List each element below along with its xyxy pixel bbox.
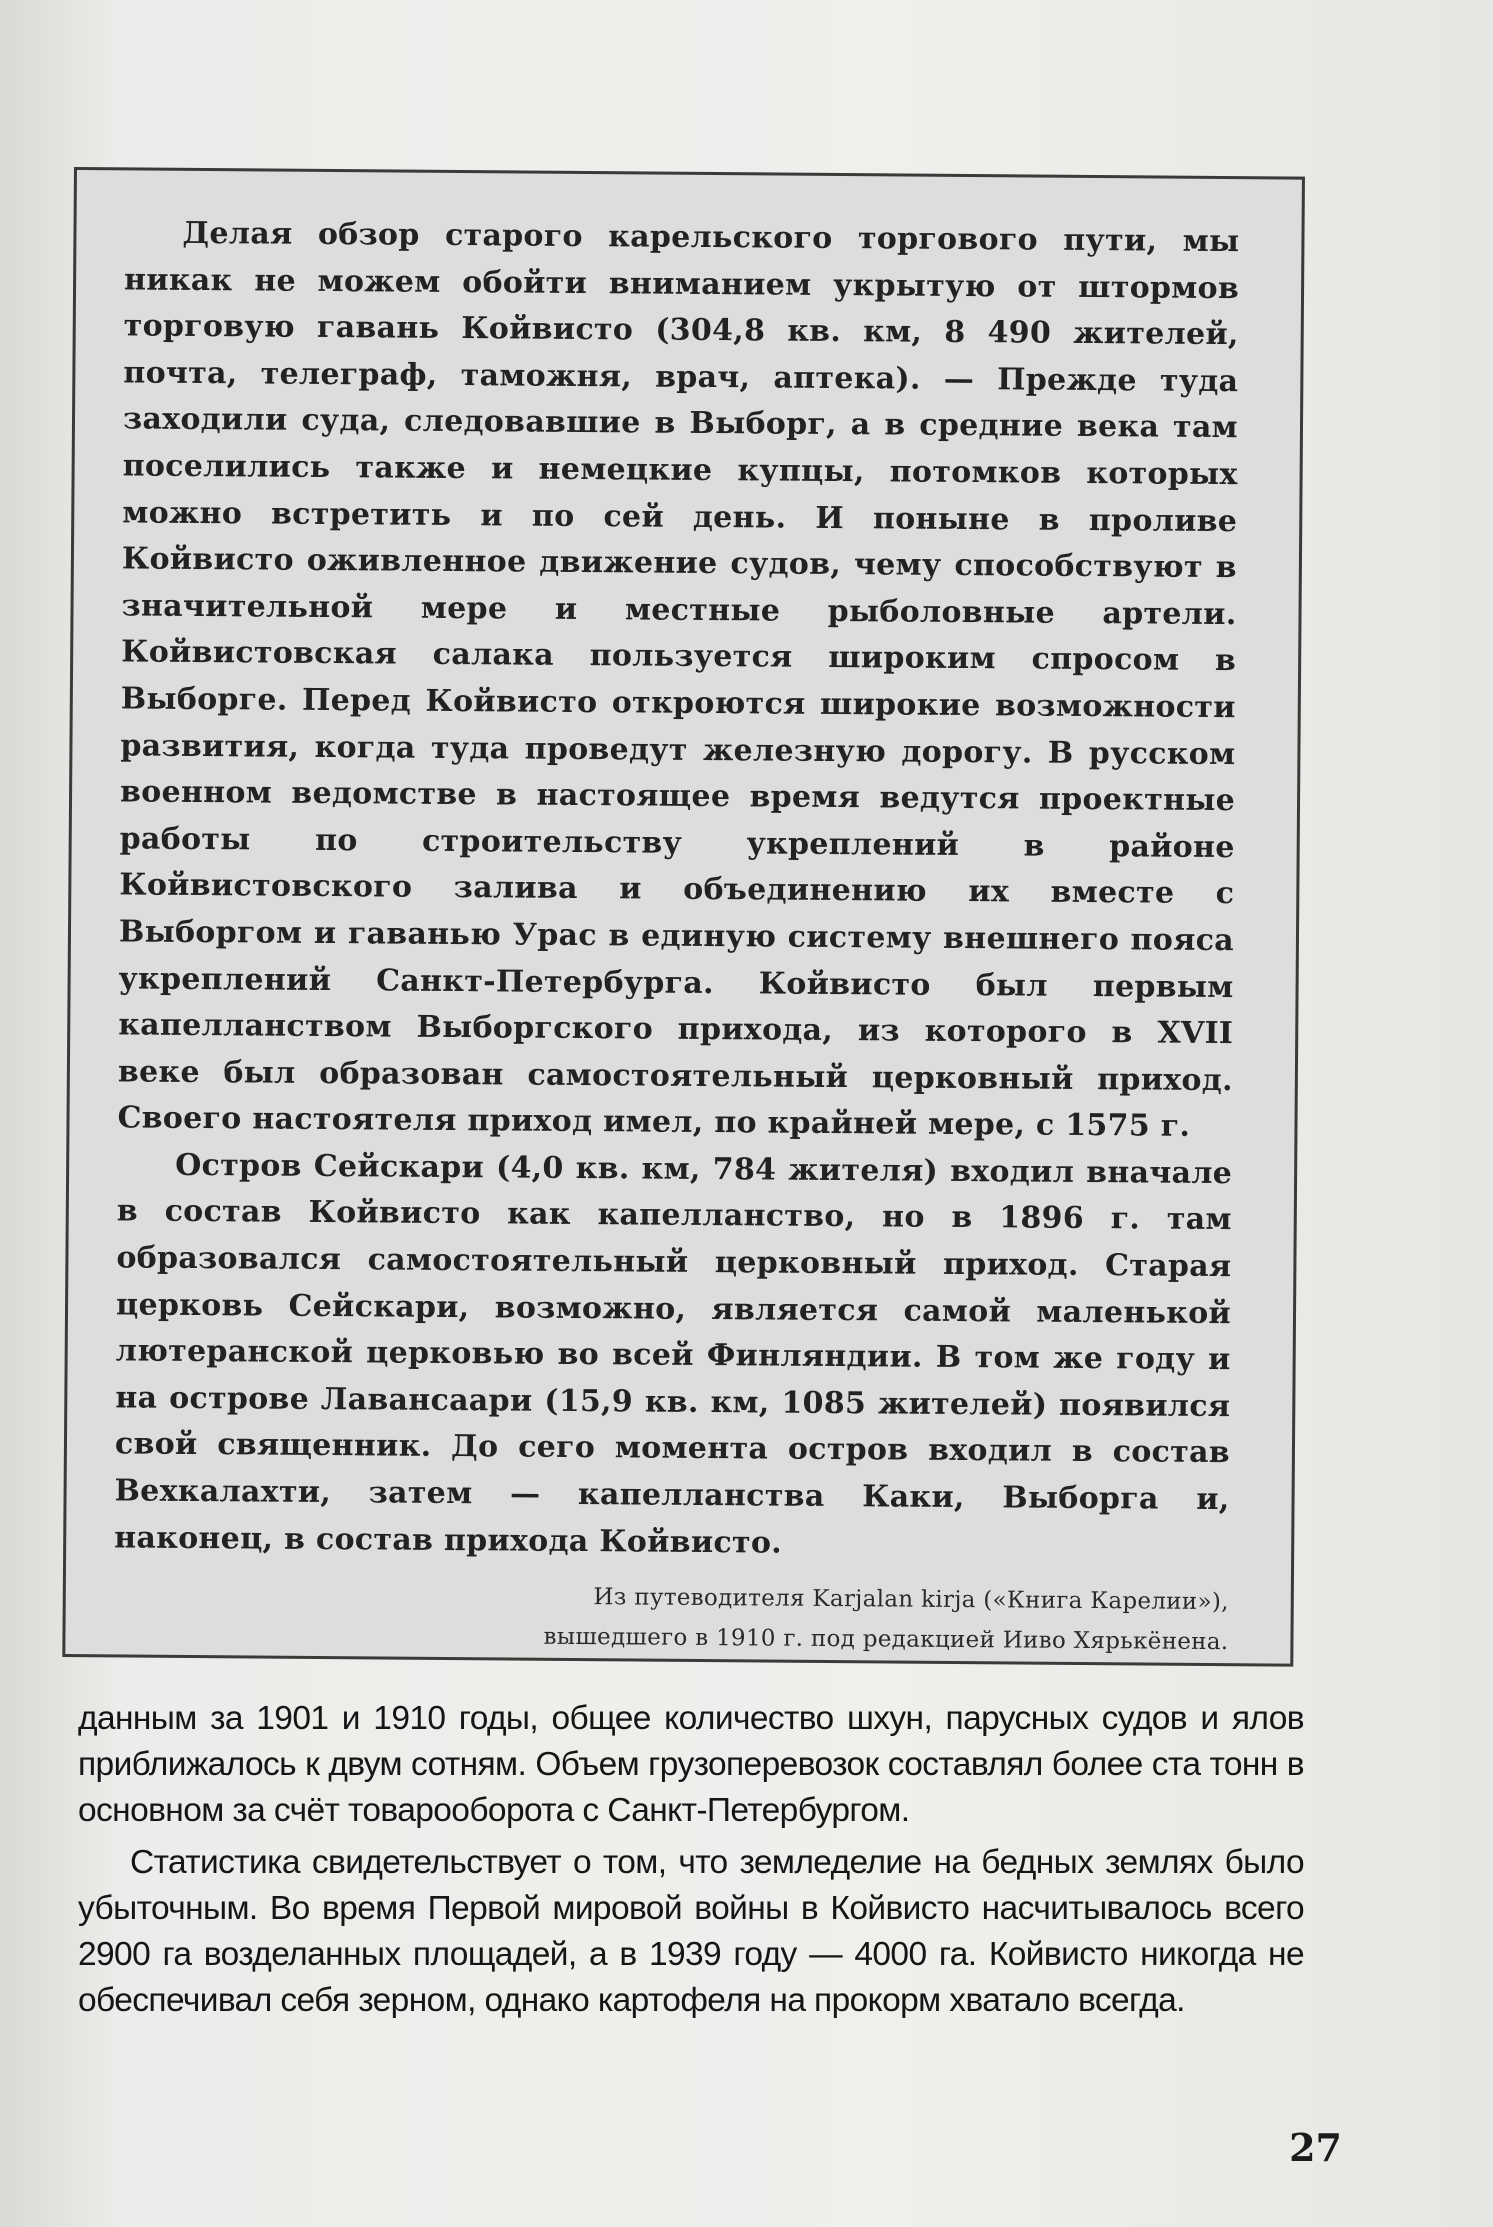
quote-source [113, 1574, 1229, 1663]
main-text [78, 1696, 1304, 2024]
quote-source-line-1: Из путеводителя Karjalan kirja («Книга Карелии»), [593, 1584, 1229, 1616]
quote-source-line-2: вышедшего в 1910 г. под редакцией Ииво Хярькёнена. [543, 1623, 1229, 1656]
quote-text [113, 210, 1239, 1662]
body-paragraph-1: данным за 1901 и 1910 годы, общее количество шхун, парусных судов и ялов приближалось к двум сотням. Объем грузоперевозок составлял более ста тонн в основном за счёт товарооборота с Санкт-Петербургом. [78, 1700, 1304, 1829]
quote-paragraph-2: Остров Сейскари (4,0 кв. км, 784 жителя) входил вначале в состав Койвисто как капелланство, но в 1896 г. там образовался самостоятельный церковный приход. Старая церковь Сейскари, возможно, является самой маленькой лютеранской церковью во всей Финляндии. В том же году и на острове Лавансаари (15,9 кв. км, 1085 жителей) появился свой священник. До сего момента остров входил в состав Вехкалахти, затем — капелланства Каки, Выборга и, наконец, в состав прихода Койвисто. [114, 1147, 1233, 1561]
quote-paragraph-1: Делая обзор старого карельского торгового пути, мы никак не можем обойти вниманием укрытую от штормов торговую гавань Койвисто (304,8 кв. км, 8 490 жителей, почта, телеграф, таможня, врач, аптека). — Прежде туда заходили суда, следовавшие в Выборг, а в средние века там поселились также и немецкие купцы, потомков которых можно встретить и по сей день. И поныне в проливе Койвисто оживленное движение судов, чему способствуют в значительной мере и местные рыболовные артели. Койвистовская салака пользуется широким спросом в Выборге. Перед Койвисто откроются широкие возможности развития, когда туда проведут железную дорогу. В русском военном ведомстве в настоящее время ведутся проектные работы по строительству укреплений в районе Койвистовского залива и объединению их вместе с Выборгом и гаванью Урас в единую систему внешнего пояса укреплений Санкт-Петербурга. Койвисто был первым капелланством Выборгского прихода, из которого в XVII веке был образован самостоятельный церковный приход. Своего настоятеля приход имел, по крайней мере, с 1575 г. [117, 215, 1240, 1145]
quote-box [62, 167, 1305, 1667]
body-paragraph-2: Статистика свидетельствует о том, что земледелие на бедных землях было убыточным. Во время Первой мировой войны в Койвисто насчитывалось всего 2900 га возделанных площадей, а в 1939 году — 4000 га. Койвисто никогда не обеспечивал себя зерном, однако картофеля на прокорм хватало всегда. [78, 1844, 1304, 2019]
page-number: 27 [1289, 2125, 1342, 2170]
